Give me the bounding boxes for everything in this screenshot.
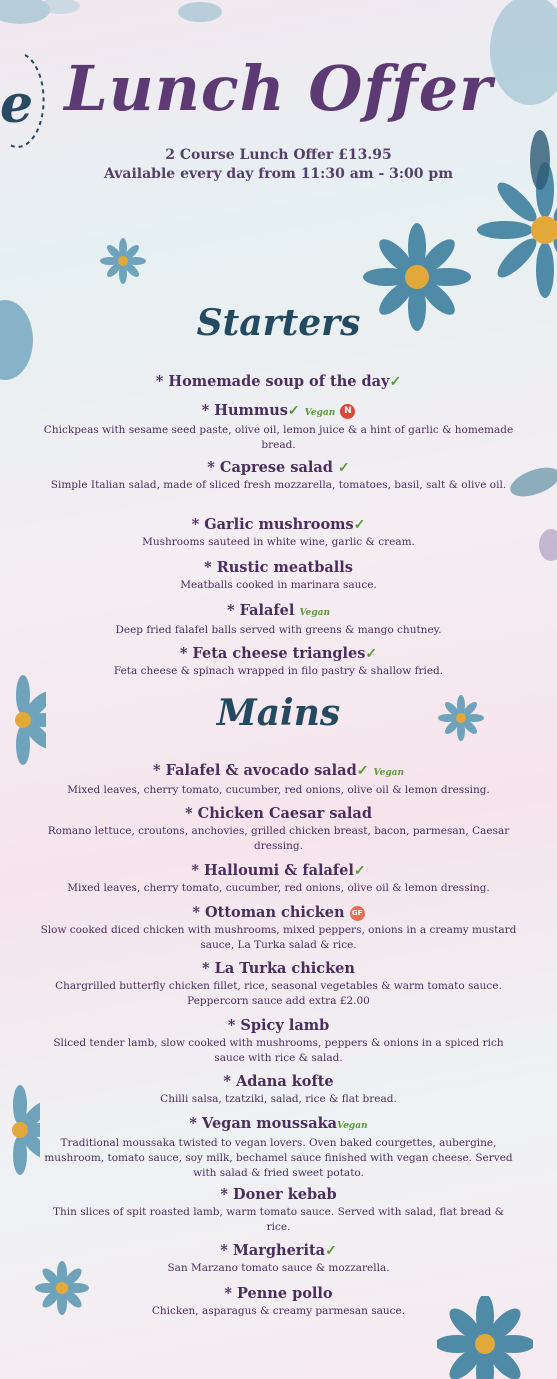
item-name: * Adana kofte <box>223 1073 334 1090</box>
item-description: Chargrilled butterfly chicken fillet, rice, seasonal vegetables & warm tomato sauce. Peppercorn sauce add extra £2.00 <box>55 980 502 1007</box>
item-description: Mixed leaves, cherry tomato, cucumber, red onions, olive oil & lemon dressing. <box>67 784 490 796</box>
item-name: * Hummus <box>201 402 288 419</box>
menu-item-feta-triangles <box>40 645 517 679</box>
item-description: Chickpeas with sesame seed paste, olive oil, lemon juice & a hint of garlic & homemade bread. <box>43 424 514 451</box>
item-description: Mixed leaves, cherry tomato, cucumber, red onions, olive oil & lemon dressing. <box>67 882 490 894</box>
item-name: * Ottoman chicken <box>192 904 345 921</box>
vegetarian-icon: ✓ <box>287 403 300 419</box>
leaf-decoration-top-icon <box>170 0 230 35</box>
offer-price-line: 2 Course Lunch Offer £13.95 <box>165 147 392 163</box>
item-name: * Feta cheese triangles <box>179 645 366 662</box>
menu-item-caesar-salad <box>40 805 517 854</box>
menu-item-penne-pollo <box>40 1285 517 1319</box>
vegetarian-icon: ✓ <box>356 763 369 779</box>
small-flower-icon <box>100 238 146 284</box>
vegetarian-icon: ✓ <box>389 374 402 390</box>
item-name: * Spicy lamb <box>227 1017 330 1034</box>
item-name: * Falafel & avocado salad <box>152 762 357 779</box>
item-description: San Marzano tomato sauce & mozzarella. <box>167 1262 390 1274</box>
vegan-icon: Vegan <box>299 608 331 618</box>
item-name: * Garlic mushrooms <box>191 516 354 533</box>
vegetarian-icon: ✓ <box>353 517 366 533</box>
item-name: * Vegan moussaka <box>189 1115 338 1132</box>
item-name: * Caprese salad <box>207 459 333 476</box>
vegetarian-icon: ✓ <box>337 460 350 476</box>
menu-item-la-turka-chicken <box>40 960 517 1009</box>
vegan-icon: Vegan <box>304 408 336 418</box>
menu-item-falafel-avocado <box>40 762 517 798</box>
gluten-free-icon: GF <box>350 906 365 921</box>
item-name: * Chicken Caesar salad <box>185 805 372 822</box>
item-description: Chicken, asparagus & creamy parmesan sauce. <box>151 1305 406 1317</box>
menu-item-garlic-mushrooms <box>40 516 517 550</box>
item-name: * Homemade soup of the day <box>155 373 390 390</box>
item-description: Simple Italian salad, made of sliced fresh mozzarella, tomatoes, basil, salt & olive oil. <box>50 479 507 491</box>
item-description: Sliced tender lamb, slow cooked with mushrooms, peppers & onions in a spiced rich sauce with rice & salad. <box>53 1037 504 1064</box>
menu-item-spicy-lamb <box>40 1017 517 1066</box>
flower-decoration-lower-left-icon <box>0 1085 40 1175</box>
nuts-icon: N <box>340 404 355 419</box>
starters-heading: Starters <box>196 302 361 344</box>
menu-item-caprese <box>40 459 517 493</box>
item-description: Meatballs cooked in marinara sauce. <box>180 579 377 591</box>
menu-item-ottoman-chicken <box>40 904 517 953</box>
menu-item-hummus <box>40 402 517 453</box>
item-description: Deep fried falafel balls served with greens & mango chutney. <box>115 624 442 636</box>
vegetarian-icon: ✓ <box>353 863 366 879</box>
vegetarian-icon: ✓ <box>365 646 378 662</box>
menu-item-adana-kofte <box>40 1073 517 1107</box>
menu-item-vegan-moussaka <box>40 1115 517 1181</box>
item-name: * Rustic meatballs <box>204 559 353 576</box>
item-description: Mushrooms sauteed in white wine, garlic & cream. <box>142 536 415 548</box>
item-name: * La Turka chicken <box>202 960 355 977</box>
item-description: Feta cheese & spinach wrapped in filo pastry & shallow fried. <box>113 665 444 677</box>
item-name: * Falafel <box>226 602 295 619</box>
mains-heading: Mains <box>216 692 341 734</box>
item-description: Chilli salsa, tzatziki, salad, rice & flat bread. <box>160 1093 397 1105</box>
page-title: Lunch Offer <box>64 52 493 125</box>
menu-item-soup <box>40 373 517 391</box>
item-name: * Margherita <box>220 1242 326 1259</box>
menu-item-halloumi-falafel <box>40 862 517 896</box>
bud-decoration-right-icon <box>535 525 557 565</box>
flower-decoration-top-right-icon <box>470 0 557 330</box>
item-name: * Halloumi & falafel <box>191 862 354 879</box>
menu-item-doner-kebab <box>40 1186 517 1235</box>
item-name: * Doner kebab <box>220 1186 337 1203</box>
offer-hours-line: Available every day from 11:30 am - 3:00 pm <box>103 166 454 182</box>
vegetarian-icon: ✓ <box>325 1243 337 1259</box>
menu-item-meatballs <box>40 559 517 593</box>
item-name: * Penne pollo <box>224 1285 333 1302</box>
vegan-icon: Vegan <box>337 1121 368 1131</box>
item-description: Traditional moussaka twisted to vegan lovers. Oven baked courgettes, aubergine, mushroom, tomato sauce, soy milk, bechamel sauce finished with vegan cheese. Served with salad & fried sweet potato. <box>44 1137 513 1179</box>
item-description: Thin slices of spit roasted lamb, warm tomato sauce. Served with salad, flat bread & rice. <box>53 1206 504 1233</box>
vegan-icon: Vegan <box>373 768 405 778</box>
menu-item-falafel <box>40 602 517 638</box>
partial-title-letter: e <box>0 74 34 135</box>
item-description: Slow cooked diced chicken with mushrooms, mixed peppers, onions in a creamy mustard sauce, La Turka salad & rice. <box>40 924 517 951</box>
menu-item-margherita <box>40 1242 517 1276</box>
item-description: Romano lettuce, croutons, anchovies, grilled chicken breast, bacon, parmesan, Caesar dressing. <box>47 825 510 852</box>
